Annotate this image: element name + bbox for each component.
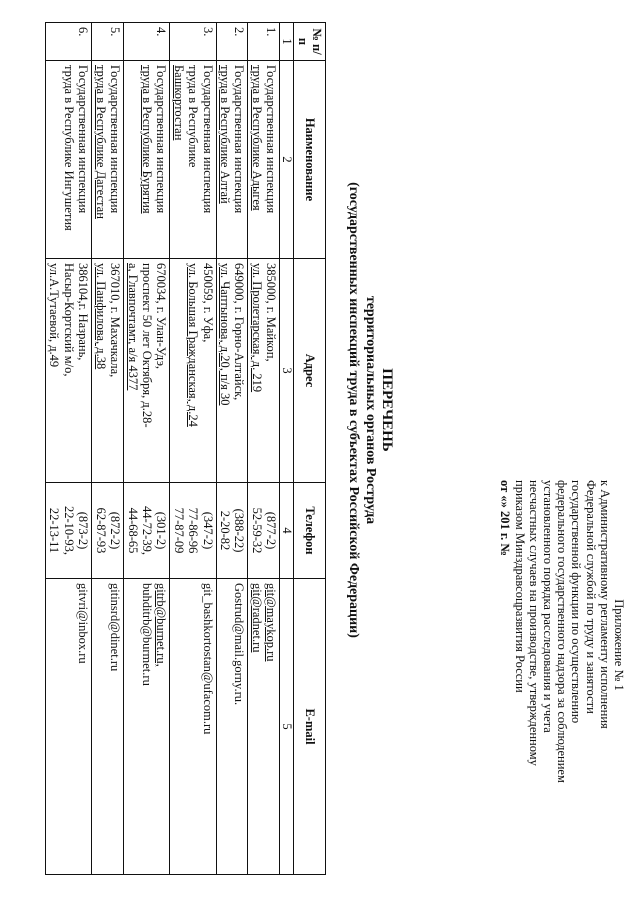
row-number: 2. <box>216 23 248 61</box>
appendix-line: федерального государственного надзора за соблюдением <box>555 480 570 783</box>
table-row <box>170 23 216 875</box>
phone-line: 77-86-96 <box>186 507 201 554</box>
cell-name <box>46 61 92 259</box>
appendix-line: Приложение № 1 <box>612 599 626 691</box>
email-address[interactable]: gitvri@inbox.ru <box>76 583 91 664</box>
cell-name <box>170 61 216 259</box>
table-row <box>46 23 92 875</box>
cell-email <box>124 579 170 875</box>
header-phone: Телефон <box>294 483 326 579</box>
phone-line: (388-22) <box>232 508 247 553</box>
column-number-row <box>280 23 294 875</box>
address-line: 450059, г. Уфа, <box>200 263 215 343</box>
email-address[interactable]: git@maykop.ru <box>264 583 279 662</box>
phone-line: (872-2) <box>108 511 123 550</box>
name-line: труда в Республике Ингушетия <box>61 65 76 231</box>
name-line: труда в Республике Бурятия <box>139 65 154 214</box>
row-number: 3. <box>170 23 216 61</box>
email-address[interactable]: gitrb@burnet.ru, <box>154 583 169 667</box>
appendix-line: установленного порядка расследования и учета <box>540 480 555 733</box>
date-year: 201 <box>498 510 513 530</box>
cell-email <box>170 579 216 875</box>
cell-address <box>248 259 280 483</box>
header-email: E-mail <box>294 579 326 875</box>
address-line: ул.А.Тутаевой, д.49 <box>47 263 62 368</box>
address-line: 386104,г. Назрань, <box>76 263 91 361</box>
address-line: 367010, г. Махачкала, <box>108 263 123 378</box>
cell-name <box>124 61 170 259</box>
appendix-line: приказом Минздравсоцразвития России <box>512 480 527 693</box>
cell-phone <box>216 483 248 579</box>
email-address[interactable]: gitinsrd@dinet.ru <box>108 583 123 672</box>
phone-line: (877-2) <box>264 511 279 550</box>
appendix-line: несчастных случаев на производстве, утвержденному <box>526 480 541 766</box>
appendix-line: Федеральной службой по труду и занятости <box>583 480 598 714</box>
email-address[interactable]: Gostrud@mail.gorny.ru. <box>232 583 247 706</box>
name-line: труда в Республике Дагестан <box>93 65 108 219</box>
appendix-line: к Административному регламенту исполнения <box>597 480 612 729</box>
document-subtitle-note: (государственных инспекций труда в субъектах Российской Федерации) <box>346 182 361 638</box>
address-line: ул. Большая Гражданская, д.24 <box>186 263 201 427</box>
address-line: ул. Чаптынова, д.20, п/я 30 <box>217 263 232 406</box>
table-row <box>216 23 248 875</box>
column-number: 5 <box>280 579 294 875</box>
cell-address <box>170 259 216 483</box>
name-line: Государственная инспекция <box>108 65 123 214</box>
cell-address <box>46 259 92 483</box>
column-number: 2 <box>280 61 294 259</box>
table-row <box>124 23 170 875</box>
cell-name <box>92 61 124 259</box>
cell-name <box>248 61 280 259</box>
date-number-label: г. № <box>498 529 513 556</box>
appendix-line: государственной функции по осуществлению <box>569 480 584 724</box>
address-line: 385000, г. Майкоп, <box>264 263 279 362</box>
date-mid: » <box>498 501 513 511</box>
address-line: проспект 50 лет Октября, д.28- <box>139 263 154 428</box>
cell-email <box>216 579 248 875</box>
document-title: ПЕРЕЧЕНЬ <box>379 368 395 452</box>
row-number: 4. <box>124 23 170 61</box>
inspections-table <box>45 22 326 875</box>
phone-line: 77-87-09 <box>171 507 186 554</box>
table-row <box>92 23 124 875</box>
name-line: Государственная инспекция <box>264 65 279 214</box>
phone-line: 22-13-11 <box>47 507 62 554</box>
column-number: 4 <box>280 483 294 579</box>
name-line: Государственная инспекция <box>154 65 169 214</box>
column-number: 3 <box>280 259 294 483</box>
address-line: Насыр-Кортский м/о, <box>61 263 76 377</box>
name-line: Государственная инспекция <box>232 65 247 214</box>
address-line: 649000, г. Горно-Алтайск, <box>232 263 247 401</box>
cell-address <box>92 259 124 483</box>
cell-phone <box>124 483 170 579</box>
name-line: Башкортостан <box>171 65 186 141</box>
address-line: ул. Панфилова, д.38 <box>93 263 108 370</box>
phone-line: 62-87-93 <box>93 507 108 554</box>
document-subtitle: территориальных органов Роструда <box>363 295 378 525</box>
cell-phone <box>92 483 124 579</box>
appendix-date-line <box>498 480 512 810</box>
phone-line: (301-2) <box>154 511 169 550</box>
table-header-row <box>294 23 326 875</box>
cell-email <box>248 579 280 875</box>
cell-name <box>216 61 248 259</box>
email-address[interactable]: buhditrb@burmet.ru <box>139 583 154 686</box>
table-row <box>248 23 280 875</box>
cell-address <box>124 259 170 483</box>
cell-address <box>216 259 248 483</box>
column-number: 1 <box>280 23 294 61</box>
name-line: труда в Республике <box>186 65 201 168</box>
cell-email <box>92 579 124 875</box>
appendix-note <box>498 480 626 810</box>
cell-phone <box>46 483 92 579</box>
table-body <box>46 23 280 875</box>
cell-email <box>46 579 92 875</box>
phone-line: 22-10-93, <box>61 506 76 555</box>
header-number: № п/п <box>294 23 326 61</box>
phone-line: 2-20-82 <box>217 510 232 551</box>
email-address[interactable]: git@radnet.ru <box>249 583 264 653</box>
name-line: Государственная инспекция <box>200 65 215 214</box>
name-line: труда в Республике Адыгея <box>249 65 264 211</box>
address-line: 670034, г. Улан-Удэ, <box>154 263 169 370</box>
row-number: 1. <box>248 23 280 61</box>
phone-line: 44-72-39, <box>139 506 154 555</box>
name-line: труда в Республике Алтай <box>217 65 232 204</box>
phone-line: (873-2) <box>76 511 91 550</box>
date-prefix: от « <box>498 480 513 502</box>
phone-line: 44-68-65 <box>125 507 140 554</box>
email-address[interactable]: git_bashkortostan@ufacom.ru <box>200 583 215 735</box>
row-number: 5. <box>92 23 124 61</box>
address-line: а, Главпочтамт, а/я 4377 <box>125 263 140 391</box>
phone-line: (347-2) <box>200 511 215 550</box>
name-line: Государственная инспекция <box>76 65 91 214</box>
header-name: Наименование <box>294 61 326 259</box>
address-line: ул. Пролетарская, д. 219 <box>249 263 264 393</box>
phone-line: 52-59-32 <box>249 507 264 554</box>
row-number: 6. <box>46 23 92 61</box>
cell-phone <box>170 483 216 579</box>
header-address: Адрес <box>294 259 326 483</box>
cell-phone <box>248 483 280 579</box>
